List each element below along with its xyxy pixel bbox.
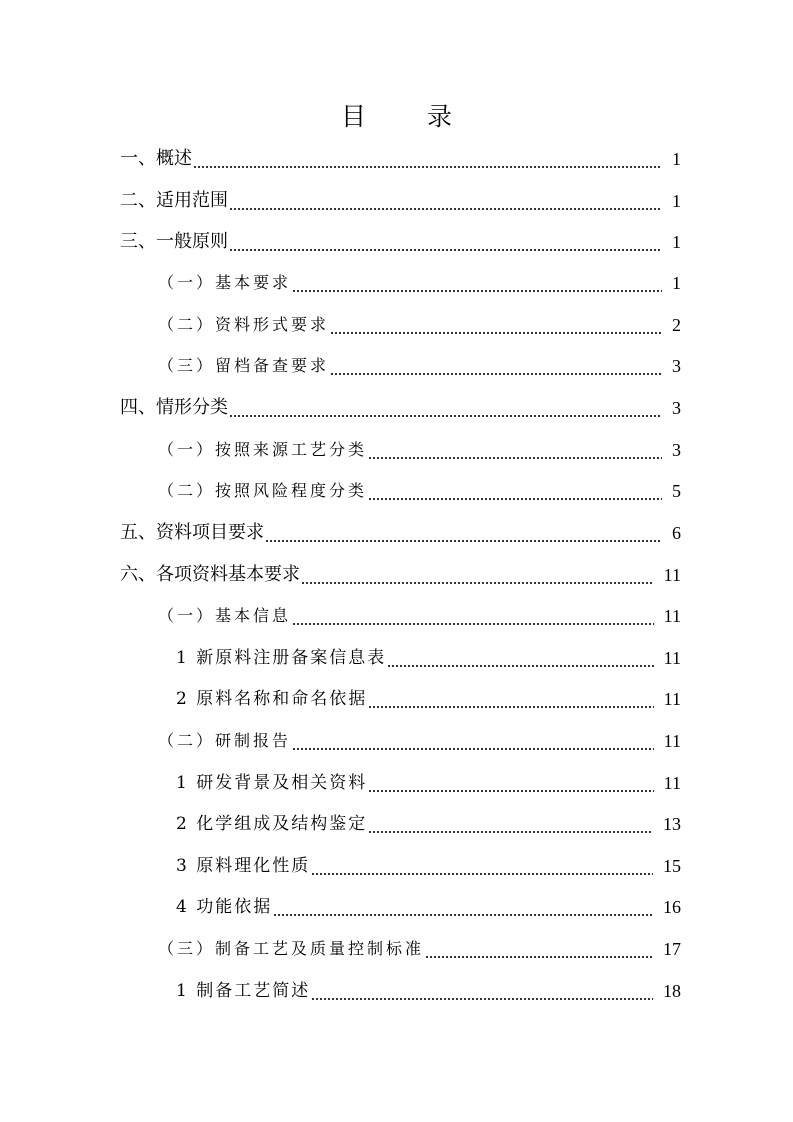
toc-entry[interactable]	[120, 138, 681, 180]
toc-entry-page: 6	[672, 523, 681, 543]
dot-leader	[301, 582, 654, 584]
toc-entry-label: 四、情形分类	[120, 397, 228, 418]
toc-entry[interactable]	[176, 970, 681, 1012]
toc-entry[interactable]	[158, 345, 681, 387]
toc-entry[interactable]	[176, 678, 681, 720]
dot-leader	[292, 623, 654, 625]
toc-entry-page: 13	[663, 814, 681, 834]
toc-entry-label: 2 化学组成及结构鉴定	[176, 814, 368, 834]
page-title: 目 录	[340, 102, 470, 131]
toc-entry-label: 三、一般原则	[120, 231, 228, 252]
dot-leader	[265, 540, 662, 542]
toc-entry-page: 5	[672, 481, 681, 501]
dot-leader	[229, 415, 662, 417]
toc-entry-page: 3	[672, 440, 681, 460]
dot-leader	[425, 956, 653, 958]
toc-entry-page: 11	[663, 731, 681, 751]
toc-entry[interactable]	[158, 720, 681, 762]
toc-entry-label: 1 研发背景及相关资料	[176, 773, 368, 793]
toc-entry[interactable]	[176, 845, 681, 887]
toc-entry-page: 11	[663, 773, 681, 793]
toc-entry[interactable]	[158, 304, 681, 346]
dot-leader	[311, 873, 653, 875]
toc-entry[interactable]	[120, 512, 681, 554]
dot-leader	[229, 249, 662, 251]
toc-entry-page: 1	[672, 232, 681, 252]
toc-entry-label: 一、概述	[120, 148, 192, 169]
dot-leader	[368, 831, 653, 833]
toc-entry[interactable]	[176, 637, 681, 679]
toc-entry-page: 2	[672, 315, 681, 335]
toc-entry-label: 二、适用范围	[120, 190, 228, 211]
toc-entry[interactable]	[176, 886, 681, 928]
toc-entry-page: 11	[663, 606, 681, 626]
toc-entry-label: （一）按照来源工艺分类	[158, 440, 368, 459]
toc-entry[interactable]	[120, 387, 681, 429]
dot-leader	[368, 790, 653, 792]
toc-entry[interactable]	[158, 470, 681, 512]
toc-entry-label: （一）基本信息	[158, 606, 292, 625]
toc-entry-page: 15	[663, 856, 681, 876]
dot-leader	[311, 998, 653, 1000]
toc-entry-page: 11	[663, 689, 681, 709]
toc-entry[interactable]	[176, 803, 681, 845]
toc-entry-page: 11	[663, 648, 681, 668]
toc-entry-page: 1	[672, 273, 681, 293]
toc-entry[interactable]	[158, 429, 681, 471]
dot-leader	[330, 332, 662, 334]
toc-entry-page: 3	[672, 398, 681, 418]
toc-entry-page: 1	[672, 149, 681, 169]
toc-entry[interactable]	[120, 180, 681, 222]
toc-entry-label: （二）资料形式要求	[158, 315, 330, 334]
toc-entry[interactable]	[158, 595, 681, 637]
toc-entry-page: 3	[672, 356, 681, 376]
toc-entry-label: 1 新原料注册备案信息表	[176, 648, 387, 668]
dot-leader	[273, 914, 653, 916]
dot-leader	[292, 748, 654, 750]
dot-leader	[368, 498, 662, 500]
toc-entry[interactable]	[158, 928, 681, 970]
toc-entry-label: 六、各项资料基本要求	[120, 564, 300, 585]
toc-entry-page: 18	[663, 981, 681, 1001]
toc-entry-label: 1 制备工艺简述	[176, 981, 311, 1001]
dot-leader	[368, 457, 662, 459]
toc-entry-label: （二）按照风险程度分类	[158, 481, 368, 500]
toc-entry[interactable]	[120, 221, 681, 263]
toc-entry-label: 3 原料理化性质	[176, 856, 311, 876]
dot-leader	[229, 208, 662, 210]
toc-entry-label: （一）基本要求	[158, 273, 292, 292]
dot-leader	[387, 665, 653, 667]
toc-entry[interactable]	[176, 762, 681, 804]
toc-entry-page: 17	[663, 939, 681, 959]
toc-entry-label: （三）制备工艺及质量控制标准	[158, 939, 425, 958]
toc-entry-label: （二）研制报告	[158, 731, 292, 750]
toc-entry-label: 五、资料项目要求	[120, 522, 264, 543]
toc-entry-label: （三）留档备查要求	[158, 356, 330, 375]
toc-entry[interactable]	[158, 262, 681, 304]
toc-entry-page: 1	[672, 191, 681, 211]
dot-leader	[368, 706, 653, 708]
toc-entry-label: 4 功能依据	[176, 897, 273, 917]
toc-entry[interactable]	[120, 554, 681, 596]
toc-entry-page: 11	[663, 565, 681, 585]
toc-entry-page: 16	[663, 897, 681, 917]
dot-leader	[330, 373, 662, 375]
dot-leader	[193, 166, 662, 168]
dot-leader	[292, 290, 662, 292]
toc-entry-label: 2 原料名称和命名依据	[176, 689, 368, 709]
